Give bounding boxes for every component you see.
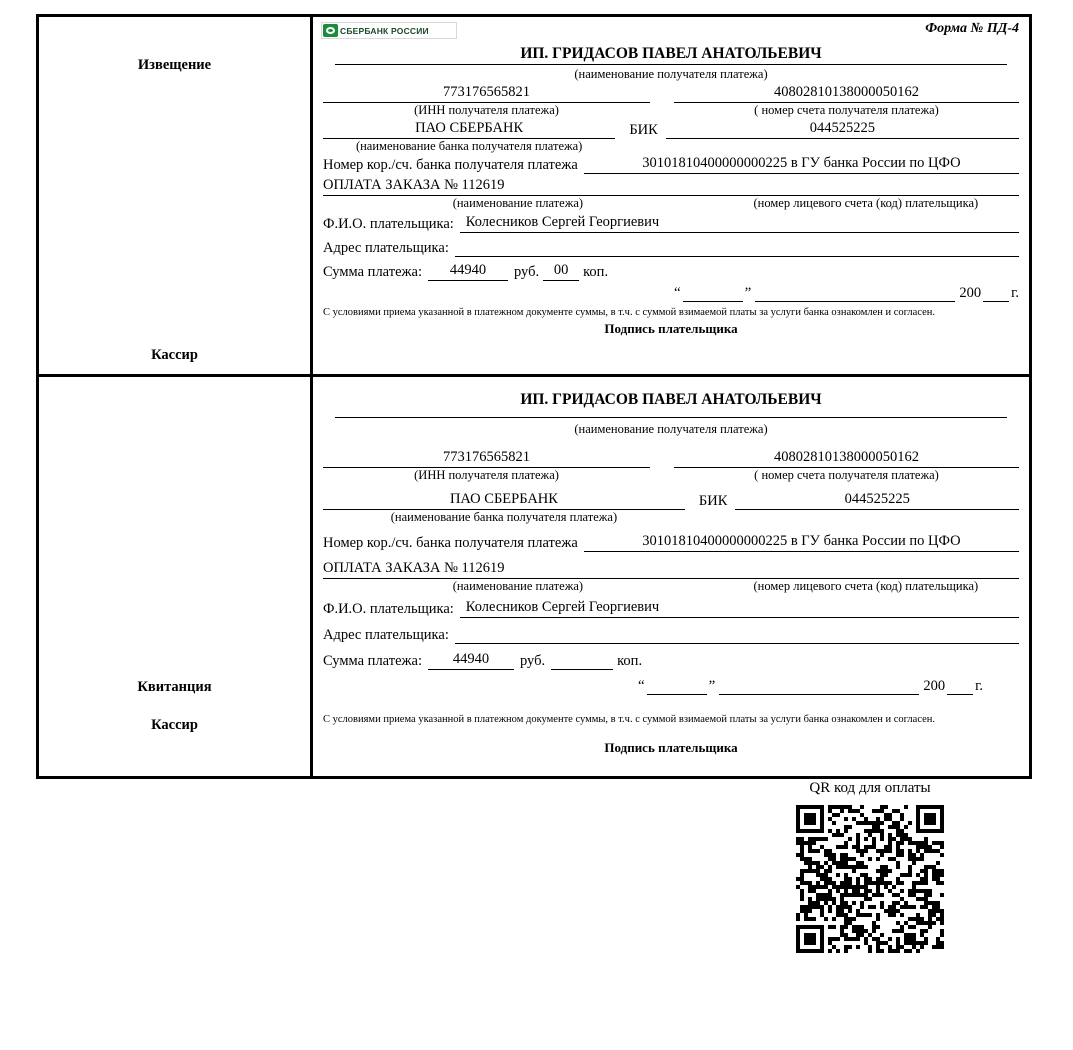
account-caption: ( номер счета получателя платежа): [754, 103, 939, 117]
inn-value: 773176565821: [323, 84, 650, 103]
inn-caption-2: (ИНН получателя платежа): [414, 468, 559, 482]
quote-open-top: “: [673, 285, 681, 301]
month-blank-bottom: [719, 679, 919, 695]
notice-body: [313, 17, 1029, 374]
bank-name-value: ПАО СБЕРБАНК: [323, 120, 615, 139]
recipient-name-caption-2: (наименование получателя платежа): [574, 422, 768, 436]
date-line-bottom: [323, 678, 1019, 695]
bik-label: БИК: [629, 122, 658, 138]
conditions-note-top: С условиями приема указанной в платежном документе суммы, в т.ч. с суммой взимаемой платы за услуги банка ознакомлен и согласен.: [323, 307, 936, 318]
personal-account-value-2: [713, 560, 1019, 579]
payer-address-label-2: Адрес плательщика:: [323, 627, 449, 643]
payer-address-label: Адрес плательщика:: [323, 240, 449, 256]
quote-close-top: ”: [744, 285, 752, 301]
payer-fio-value: Колесников Сергей Георгиевич: [460, 214, 1019, 233]
qr-code-icon: [796, 805, 944, 953]
form-number: Форма № ПД-4: [925, 21, 1019, 36]
inn-caption: (ИНН получателя платежа): [414, 103, 559, 117]
payer-fio-value-2: Колесников Сергей Георгиевич: [460, 599, 1019, 618]
recipient-name-rule-2: [335, 417, 1007, 418]
recipient-name-value: ИП. ГРИДАСОВ ПАВЕЛ АНАТОЛЬЕВИЧ: [520, 45, 822, 62]
bank-name-caption-2: (наименование банка получателя платежа): [390, 510, 618, 524]
payer-address-value: [455, 238, 1019, 257]
day-blank-top: [683, 286, 743, 302]
personal-account-caption: (номер лицевого счета (код) плательщика): [753, 196, 979, 210]
recipient-name-caption: (наименование получателя платежа): [574, 67, 768, 81]
sum-kop-value: 00: [543, 262, 579, 281]
payer-fio-label-2: Ф.И.О. плательщика:: [323, 601, 454, 617]
year-g-top: г.: [1011, 285, 1019, 301]
bik-label-2: БИК: [698, 493, 728, 509]
payer-address-value-2: [455, 625, 1019, 644]
bank-name-value-2: ПАО СБЕРБАНК: [323, 491, 685, 510]
qr-section: [780, 780, 960, 953]
personal-account-caption-2: (номер лицевого счета (код) плательщика): [753, 579, 979, 593]
receipt-half: [39, 374, 1029, 776]
sum-rub-value: 44940: [428, 262, 508, 281]
year-blank-bottom: [947, 679, 973, 695]
account-value: 40802810138000050162: [674, 84, 1019, 103]
bank-name-caption: (наименование банка получателя платежа): [355, 139, 583, 153]
year-prefix-bottom: 200: [923, 678, 946, 694]
sum-rub-value-2: 44940: [428, 651, 514, 670]
kop-label-2: коп.: [617, 653, 643, 669]
corr-account-value-2: 30101810400000000225 в ГУ банка России по ЦФО: [584, 533, 1019, 552]
quote-close-bottom: ”: [708, 678, 716, 694]
sberbank-mark-icon: [323, 24, 338, 37]
rub-label: руб.: [514, 264, 540, 280]
quote-open-bottom: “: [637, 678, 645, 694]
date-line-top: [323, 285, 1019, 302]
year-prefix-top: 200: [959, 285, 982, 301]
account-value-2: 40802810138000050162: [674, 449, 1019, 468]
payment-sum-label-2: Сумма платежа:: [323, 653, 422, 669]
month-blank-top: [755, 286, 955, 302]
receipt-body: [313, 377, 1029, 776]
sum-kop-value-2: [551, 651, 613, 670]
payment-name-value: ОПЛАТА ЗАКАЗА № 112619: [323, 177, 713, 196]
year-blank-top: [983, 286, 1009, 302]
day-blank-bottom: [647, 679, 707, 695]
signature-label-bottom: Подпись плательщика: [604, 740, 738, 755]
payer-fio-label: Ф.И.О. плательщика:: [323, 216, 454, 232]
payment-sum-label: Сумма платежа:: [323, 264, 422, 280]
sberbank-logo-icon: [321, 22, 457, 39]
payment-name-caption-2: (наименование платежа): [452, 579, 584, 593]
signature-label-top: Подпись плательщика: [604, 321, 738, 336]
payment-name-caption: (наименование платежа): [452, 196, 584, 210]
stub-label-cashier-top: Кассир: [151, 347, 198, 363]
stub-label-notice: Извещение: [137, 57, 212, 73]
bik-value: 044525225: [666, 120, 1019, 139]
stub-label-cashier-bottom: Кассир: [151, 717, 198, 733]
recipient-name-value-2: ИП. ГРИДАСОВ ПАВЕЛ АНАТОЛЬЕВИЧ: [520, 391, 822, 408]
bik-value-2: 044525225: [735, 491, 1019, 510]
corr-account-value: 30101810400000000225 в ГУ банка России по ЦФО: [584, 155, 1019, 174]
kop-label: коп.: [583, 264, 609, 280]
stub-label-receipt: Квитанция: [137, 679, 212, 695]
corr-account-label-2: Номер кор./сч. банка получателя платежа: [323, 535, 578, 551]
corr-account-label: Номер кор./сч. банка получателя платежа: [323, 157, 578, 173]
notice-stub: [39, 17, 313, 374]
payment-receipt-form: [36, 14, 1032, 779]
notice-half: [39, 17, 1029, 374]
receipt-stub: [39, 377, 313, 776]
qr-title: QR код для оплаты: [809, 780, 931, 796]
recipient-name-rule: [335, 64, 1007, 65]
year-g-bottom: г.: [975, 678, 983, 694]
sberbank-logo-text: СБЕРБАНК РОССИИ: [340, 25, 429, 36]
account-caption-2: ( номер счета получателя платежа): [754, 468, 939, 482]
payment-name-value-2: ОПЛАТА ЗАКАЗА № 112619: [323, 560, 713, 579]
rub-label-2: руб.: [520, 653, 546, 669]
personal-account-value: [713, 177, 1019, 196]
inn-value-2: 773176565821: [323, 449, 650, 468]
conditions-note-bottom: С условиями приема указанной в платежном документе суммы, в т.ч. с суммой взимаемой платы за услуги банка ознакомлен и согласен.: [323, 714, 936, 725]
